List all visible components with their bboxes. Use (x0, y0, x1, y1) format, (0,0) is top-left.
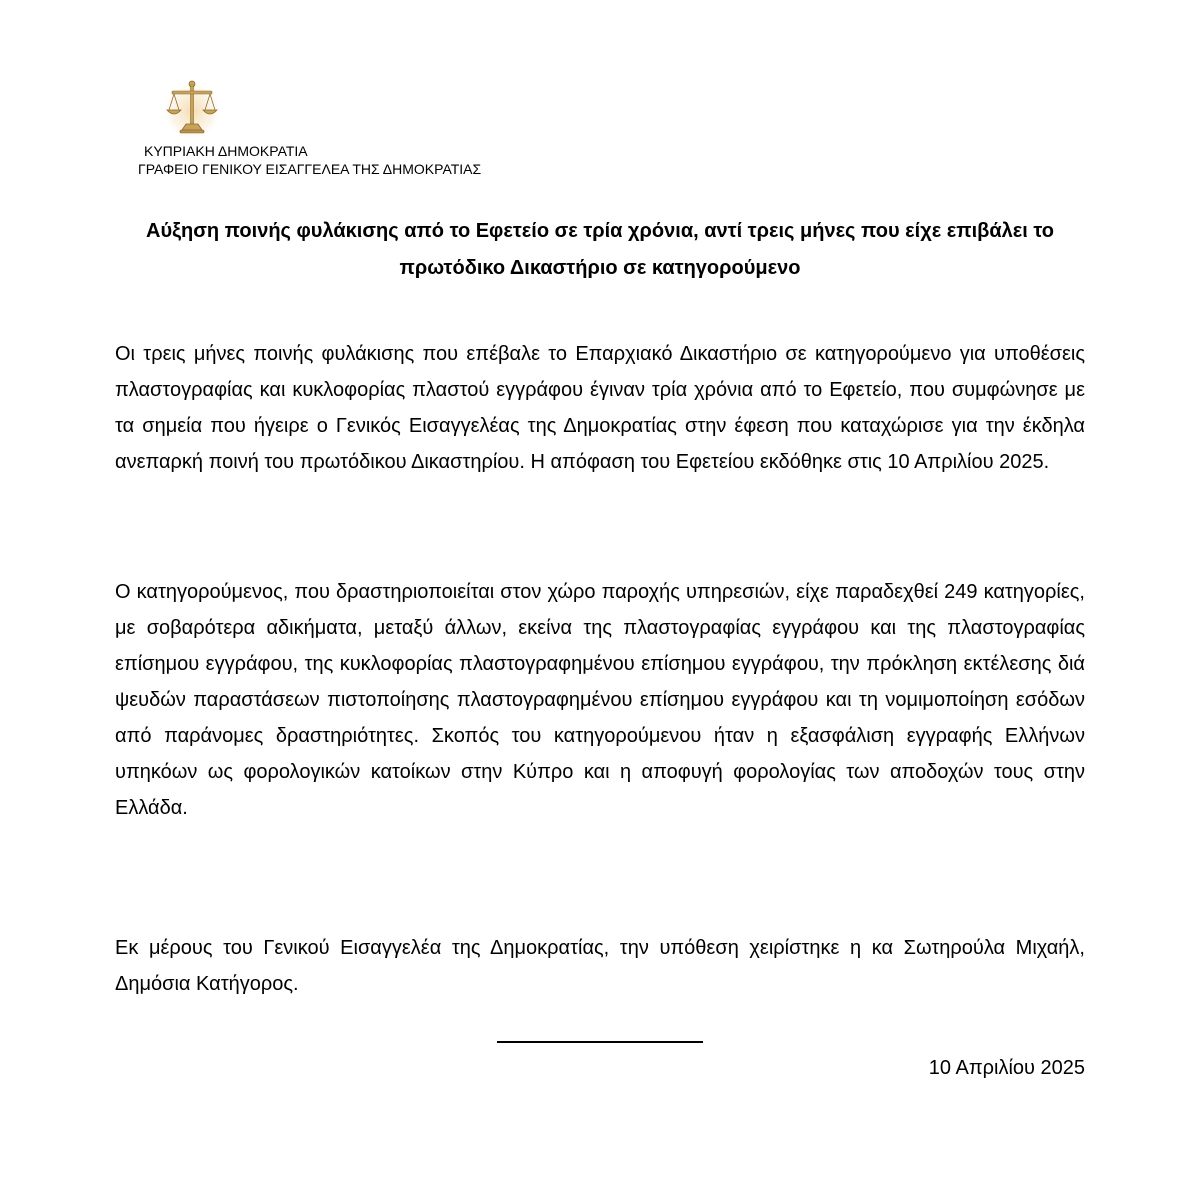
body-paragraph-1: Οι τρεις μήνες ποινής φυλάκισης που επέβαλε το Επαρχιακό Δικαστήριο σε κατηγορούμενο για υποθέσεις πλαστογραφίας και κυκλοφορίας πλαστού εγγράφου έγιναν τρία χρόνια από το Εφετείο, που συμφώνησε με τα σημεία που ήγειρε ο Γενικός Εισαγγελέας της Δημοκρατίας στην έφεση που καταχώρισε για την έκδηλα ανεπαρκή ποινή του πρωτόδικου Δικαστηρίου. Η απόφαση του Εφετείου εκδόθηκε στις 10 Απριλίου 2025. (115, 343, 1085, 473)
body-paragraph-2: Ο κατηγορούμενος, που δραστηριοποιείται στον χώρο παροχής υπηρεσιών, είχε παραδεχθεί 249 κατηγορίες, με σοβαρότερα αδικήματα, μεταξύ άλλων, εκείνα της πλαστογραφίας εγγράφου και της πλαστογραφίας επίσημου εγγράφου, της κυκλοφορίας πλαστογραφημένου επίσημου εγγράφου, την πρόκληση εκτέλεσης διά ψευδών παραστάσεων πιστοποίησης πλαστογραφημένου επίσημου εγγράφου και τη νομιμοποίηση εσόδων από παράνομες δραστηριότητες. Σκοπός του κατηγορούμενου ήταν η εξασφάλιση εγγραφής Ελλήνων υπηκόων ως φορολογικών κατοίκων στην Κύπρο και η αποφυγή φορολογίας των αποδοχών τους στην Ελλάδα. (115, 581, 1085, 819)
header-country: ΚΥΠΡΙΑΚΗ ΔΗΜΟΚΡΑΤΙΑ (144, 143, 308, 159)
page-title: Αύξηση ποινής φυλάκισης από το Εφετείο σε τρία χρόνια, αντί τρεις μήνες που είχε επιβάλει το πρωτόδικο Δικαστήριο σε κατηγορούμενο (146, 220, 1054, 279)
header-office: ΓΡΑΦΕΙΟ ΓΕΝΙΚΟΥ ΕΙΣΑΓΓΕΛΕΑ ΤΗΣ ΔΗΜΟΚΡΑΤΙΑΣ (138, 161, 482, 177)
body-paragraph-3: Εκ μέρους του Γενικού Εισαγγελέα της Δημοκρατίας, την υπόθεση χειρίστηκε η κα Σωτηρούλα Μιχαήλ, Δημόσια Κατήγορος. (115, 937, 1085, 995)
footer-divider (497, 1041, 703, 1043)
scales-of-justice-icon (160, 74, 224, 138)
release-date: 10 Απριλίου 2025 (928, 1057, 1085, 1079)
